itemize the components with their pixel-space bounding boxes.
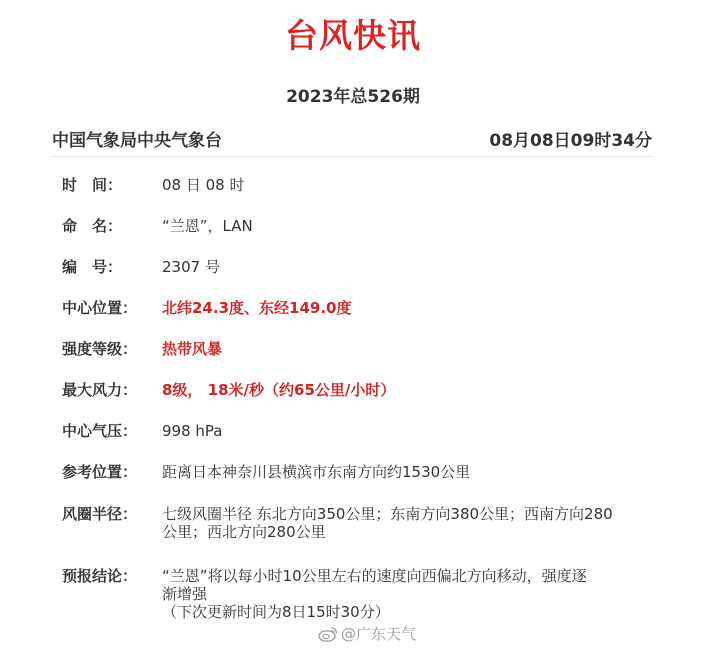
weibo-icon [318, 626, 338, 642]
field-value: 2307 号 [162, 258, 220, 276]
field-label: 命 名： [62, 217, 123, 235]
weibo-watermark [318, 624, 416, 644]
field-value [162, 567, 642, 621]
field-label: 风圈半径： [62, 505, 138, 523]
field-value: 距离日本神奈川县横滨市东南方向约1530公里 [162, 463, 471, 481]
field-value: 热带风暴 [162, 340, 223, 358]
wind-radius-line-1: 七级风圈半径 东北方向350公里；东南方向380公里；西南方向280 [162, 505, 613, 523]
field-value: “兰恩”，LAN [162, 217, 253, 235]
forecast-line-3: （下次更新时间为8日15时30分） [162, 603, 390, 621]
issue-number: 2023年总526期 [286, 87, 420, 107]
field-value: 998 hPa [162, 422, 223, 440]
field-value: 08 日 08 时 [162, 176, 245, 194]
bulletin-header [52, 127, 652, 157]
forecast-line-2: 渐增强 [162, 585, 208, 603]
field-label: 时 间： [62, 176, 123, 194]
header-divider [52, 156, 652, 157]
page-title: 台风快讯 [285, 16, 421, 55]
field-value [162, 505, 642, 541]
field-label: 中心气压： [62, 422, 138, 440]
field-label: 预报结论： [62, 567, 138, 585]
watermark-text: @广东天气 [341, 625, 417, 643]
field-label: 编 号： [62, 258, 123, 276]
field-label: 中心位置： [62, 299, 138, 317]
wind-radius-line-2: 公里；西北方向280公里 [162, 523, 326, 541]
field-value: 8级， 18米/秒（约65公里/小时） [162, 381, 396, 399]
field-value: 北纬24.3度、东经149.0度 [162, 299, 352, 317]
field-label: 参考位置： [62, 463, 138, 481]
issue-time: 08月08日09时34分 [489, 131, 652, 151]
field-label: 强度等级： [62, 340, 138, 358]
field-label: 最大风力： [62, 381, 138, 399]
issuing-agency: 中国气象局中央气象台 [52, 131, 222, 151]
forecast-line-1: “兰恩”将以每小时10公里左右的速度向西偏北方向移动，强度逐 [162, 567, 587, 585]
